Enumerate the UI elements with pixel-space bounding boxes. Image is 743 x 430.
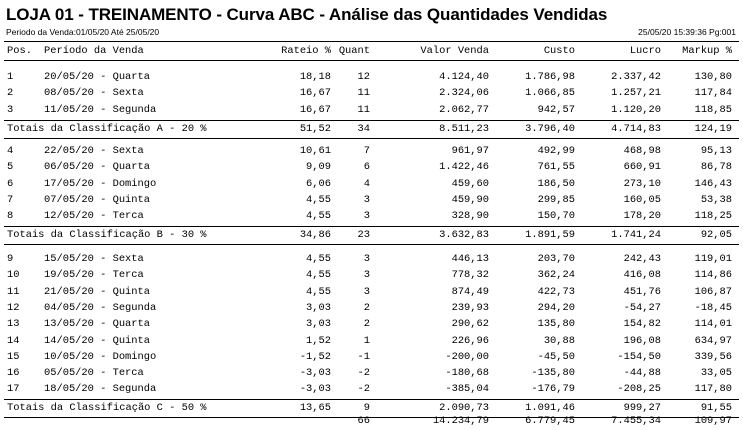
row-quant: 11: [357, 103, 370, 116]
row-rateio: 4,55: [306, 285, 331, 298]
subtotal-top-rule: [4, 399, 739, 400]
col-pos-header: Pos.: [7, 45, 32, 57]
row-quant: 2: [363, 301, 370, 314]
row-rateio: -1,52: [299, 350, 331, 363]
row-custo: 362,24: [537, 269, 575, 282]
row-periodo: 08/05/20 - Sexta: [44, 87, 144, 100]
row-periodo: 14/05/20 - Quinta: [44, 334, 151, 347]
row-pos: 8: [7, 210, 14, 223]
table-row: [0, 350, 743, 364]
row-rateio: 6,06: [306, 177, 331, 190]
row-rateio: -3,03: [299, 383, 331, 396]
row-quant: 3: [363, 193, 370, 206]
row-quant: 4: [363, 177, 370, 190]
row-rateio: 10,61: [299, 145, 331, 157]
row-rateio: 4,55: [306, 210, 331, 223]
col-custo-header: Custo: [543, 45, 575, 57]
row-periodo: 19/05/20 - Terca: [44, 269, 144, 282]
row-custo: 492,99: [537, 145, 575, 157]
subtotal-top-rule: [4, 120, 739, 121]
row-valor: 459,90: [451, 193, 489, 206]
row-markup: 117,80: [694, 383, 732, 396]
table-row: [0, 252, 743, 266]
row-pos: 3: [7, 103, 14, 116]
row-pos: 10: [7, 269, 20, 282]
row-quant: 3: [363, 253, 370, 265]
row-rateio: 16,67: [299, 87, 331, 100]
report-timestamp: 25/05/20 15:39:36 Pg:001: [638, 27, 736, 37]
subtotal-custo: 1.091,46: [525, 402, 575, 415]
row-periodo: 15/05/20 - Sexta: [44, 253, 144, 265]
row-pos: 5: [7, 161, 14, 174]
row-pos: 16: [7, 367, 20, 380]
row-custo: 30,88: [543, 334, 575, 347]
row-periodo: 22/05/20 - Sexta: [44, 145, 144, 157]
row-quant: -1: [357, 350, 370, 363]
report-title: LOJA 01 - TREINAMENTO - Curva ABC - Análise das Quantidades Vendidas: [6, 5, 608, 24]
table-row: [0, 382, 743, 396]
subtotal-lucro: 999,27: [623, 402, 661, 415]
row-lucro: -208,25: [617, 383, 661, 396]
col-valor-header: Valor Venda: [420, 45, 489, 57]
header-bottom-rule: [4, 60, 739, 61]
row-pos: 7: [7, 193, 14, 206]
subtotal-bottom-rule: [4, 138, 739, 139]
subtotal-label: Totais da Classificação C - 50 %: [7, 402, 207, 415]
row-quant: -2: [357, 383, 370, 396]
subtotal-row: [0, 122, 743, 136]
row-custo: 135,80: [537, 318, 575, 331]
row-pos: 6: [7, 177, 14, 190]
row-valor: 4.124,40: [439, 71, 489, 83]
table-row: [0, 70, 743, 84]
subtotal-lucro: 1.741,24: [611, 229, 661, 242]
row-rateio: 16,67: [299, 103, 331, 116]
row-periodo: 12/05/20 - Terca: [44, 210, 144, 223]
row-pos: 2: [7, 87, 14, 100]
table-row: [0, 160, 743, 174]
row-periodo: 21/05/20 - Quinta: [44, 285, 151, 298]
grand-total-lucro: 7.455,34: [611, 415, 661, 427]
col-markup-header: Markup %: [682, 45, 732, 57]
subtotal-rateio: 51,52: [299, 122, 331, 135]
row-markup: -18,45: [694, 301, 732, 314]
grand-total-valor: 14.234,79: [432, 415, 489, 427]
row-pos: 15: [7, 350, 20, 363]
row-lucro: 178,20: [623, 210, 661, 223]
row-quant: 12: [357, 71, 370, 83]
row-periodo: 10/05/20 - Domingo: [44, 350, 157, 363]
row-markup: 114,86: [694, 269, 732, 282]
subtotal-label: Totais da Classificação A - 20 %: [7, 122, 207, 135]
row-pos: 13: [7, 318, 20, 331]
row-quant: -2: [357, 367, 370, 380]
row-lucro: 273,10: [623, 177, 661, 190]
row-custo: 299,85: [537, 193, 575, 206]
table-row: [0, 103, 743, 117]
table-row: [0, 334, 743, 348]
row-periodo: 13/05/20 - Quarta: [44, 318, 151, 331]
row-lucro: -54,27: [623, 301, 661, 314]
row-valor: -385,04: [445, 383, 489, 396]
row-valor: 2.324,06: [439, 87, 489, 100]
row-periodo: 07/05/20 - Quinta: [44, 193, 151, 206]
row-markup: 86,78: [700, 161, 732, 174]
row-markup: 95,13: [700, 145, 732, 157]
row-custo: 1.066,85: [525, 87, 575, 100]
row-valor: -180,68: [445, 367, 489, 380]
row-valor: 874,49: [451, 285, 489, 298]
row-lucro: 416,08: [623, 269, 661, 282]
row-lucro: 2.337,42: [611, 71, 661, 83]
table-row: [0, 301, 743, 315]
subtotal-label: Totais da Classificação B - 30 %: [7, 229, 207, 242]
table-row: [0, 209, 743, 223]
row-pos: 9: [7, 253, 14, 265]
row-valor: 239,93: [451, 301, 489, 314]
row-custo: 203,70: [537, 253, 575, 265]
subtotal-markup: 92,05: [700, 229, 732, 242]
row-rateio: 18,18: [299, 71, 331, 83]
table-row: [0, 317, 743, 331]
row-periodo: 18/05/20 - Segunda: [44, 383, 157, 396]
grand-total-custo: 6.779,45: [525, 415, 575, 427]
row-quant: 3: [363, 210, 370, 223]
table-row: [0, 193, 743, 207]
col-quant-header: Quant: [338, 45, 370, 57]
row-custo: 422,73: [537, 285, 575, 298]
row-custo: 294,20: [537, 301, 575, 314]
row-rateio: 3,03: [306, 301, 331, 314]
row-pos: 11: [7, 285, 20, 298]
row-periodo: 20/05/20 - Quarta: [44, 71, 151, 83]
row-valor: 459,60: [451, 177, 489, 190]
row-lucro: 196,08: [623, 334, 661, 347]
row-pos: 12: [7, 301, 20, 314]
subtotal-quant: 9: [363, 402, 370, 415]
subtotal-row: [0, 228, 743, 242]
row-rateio: 3,03: [306, 318, 331, 331]
row-periodo: 05/05/20 - Terca: [44, 367, 144, 380]
row-markup: 634,97: [694, 334, 732, 347]
row-rateio: 4,55: [306, 253, 331, 265]
row-quant: 6: [363, 161, 370, 174]
row-lucro: 1.257,21: [611, 87, 661, 100]
row-periodo: 04/05/20 - Segunda: [44, 301, 157, 314]
table-row: [0, 285, 743, 299]
subtotal-quant: 34: [357, 122, 370, 135]
row-lucro: 451,76: [623, 285, 661, 298]
row-lucro: 660,91: [623, 161, 661, 174]
table-row: [0, 268, 743, 282]
subtotal-quant: 23: [357, 229, 370, 242]
row-pos: 4: [7, 145, 14, 157]
row-lucro: 468,98: [623, 145, 661, 157]
row-custo: -45,50: [537, 350, 575, 363]
column-header-row: [0, 44, 743, 58]
table-row: [0, 177, 743, 191]
grand-total-markup: 109,97: [694, 415, 732, 427]
row-rateio: 9,09: [306, 161, 331, 174]
subtotal-custo: 3.796,40: [525, 122, 575, 135]
table-row: [0, 144, 743, 158]
col-lucro-header: Lucro: [629, 45, 661, 57]
row-custo: 186,50: [537, 177, 575, 190]
row-markup: 53,38: [700, 193, 732, 206]
header-top-rule: [4, 41, 739, 42]
row-custo: 761,55: [537, 161, 575, 174]
row-rateio: 1,52: [306, 334, 331, 347]
row-valor: -200,00: [445, 350, 489, 363]
row-custo: 942,57: [537, 103, 575, 116]
row-lucro: 154,82: [623, 318, 661, 331]
subtotal-bottom-rule: [4, 244, 739, 245]
table-row: [0, 86, 743, 100]
row-lucro: 160,05: [623, 193, 661, 206]
row-lucro: -44,88: [623, 367, 661, 380]
subtotal-rateio: 34,86: [299, 229, 331, 242]
row-lucro: -154,50: [617, 350, 661, 363]
grand-total-row: [0, 414, 743, 428]
row-markup: 118,25: [694, 210, 732, 223]
col-periodo-header: Período da Venda: [44, 45, 144, 57]
row-quant: 2: [363, 318, 370, 331]
row-valor: 1.422,46: [439, 161, 489, 174]
row-markup: 146,43: [694, 177, 732, 190]
subtotal-top-rule: [4, 226, 739, 227]
table-row: [0, 366, 743, 380]
row-valor: 2.062,77: [439, 103, 489, 116]
row-custo: -176,79: [531, 383, 575, 396]
subtotal-custo: 1.891,59: [525, 229, 575, 242]
row-custo: 150,70: [537, 210, 575, 223]
row-markup: 117,84: [694, 87, 732, 100]
report-period: Periodo da Venda:01/05/20 Até 25/05/20: [6, 27, 160, 37]
row-valor: 446,13: [451, 253, 489, 265]
row-markup: 130,80: [694, 71, 732, 83]
grand-total-quant: 66: [357, 415, 370, 427]
subtotal-valor: 8.511,23: [439, 122, 489, 135]
row-rateio: -3,03: [299, 367, 331, 380]
row-markup: 119,01: [694, 253, 732, 265]
row-pos: 14: [7, 334, 20, 347]
col-rateio-header: Rateio %: [281, 45, 331, 57]
row-markup: 106,87: [694, 285, 732, 298]
row-custo: 1.786,98: [525, 71, 575, 83]
row-markup: 339,56: [694, 350, 732, 363]
subtotal-lucro: 4.714,83: [611, 122, 661, 135]
row-lucro: 242,43: [623, 253, 661, 265]
row-quant: 1: [363, 334, 370, 347]
row-custo: -135,80: [531, 367, 575, 380]
row-markup: 118,85: [694, 103, 732, 116]
row-rateio: 4,55: [306, 269, 331, 282]
row-periodo: 06/05/20 - Quarta: [44, 161, 151, 174]
row-periodo: 11/05/20 - Segunda: [44, 103, 157, 116]
row-quant: 11: [357, 87, 370, 100]
row-pos: 17: [7, 383, 20, 396]
row-pos: 1: [7, 71, 14, 83]
subtotal-rateio: 13,65: [299, 402, 331, 415]
row-markup: 114,01: [694, 318, 732, 331]
row-valor: 226,96: [451, 334, 489, 347]
subtotal-valor: 2.090,73: [439, 402, 489, 415]
row-periodo: 17/05/20 - Domingo: [44, 177, 157, 190]
row-markup: 33,05: [700, 367, 732, 380]
row-valor: 778,32: [451, 269, 489, 282]
row-lucro: 1.120,20: [611, 103, 661, 116]
row-rateio: 4,55: [306, 193, 331, 206]
row-quant: 7: [363, 145, 370, 157]
subtotal-markup: 91,55: [700, 402, 732, 415]
row-quant: 3: [363, 285, 370, 298]
row-valor: 328,90: [451, 210, 489, 223]
row-quant: 3: [363, 269, 370, 282]
row-valor: 961,97: [451, 145, 489, 157]
subtotal-valor: 3.632,83: [439, 229, 489, 242]
row-valor: 290,62: [451, 318, 489, 331]
subtotal-markup: 124,19: [694, 122, 732, 135]
